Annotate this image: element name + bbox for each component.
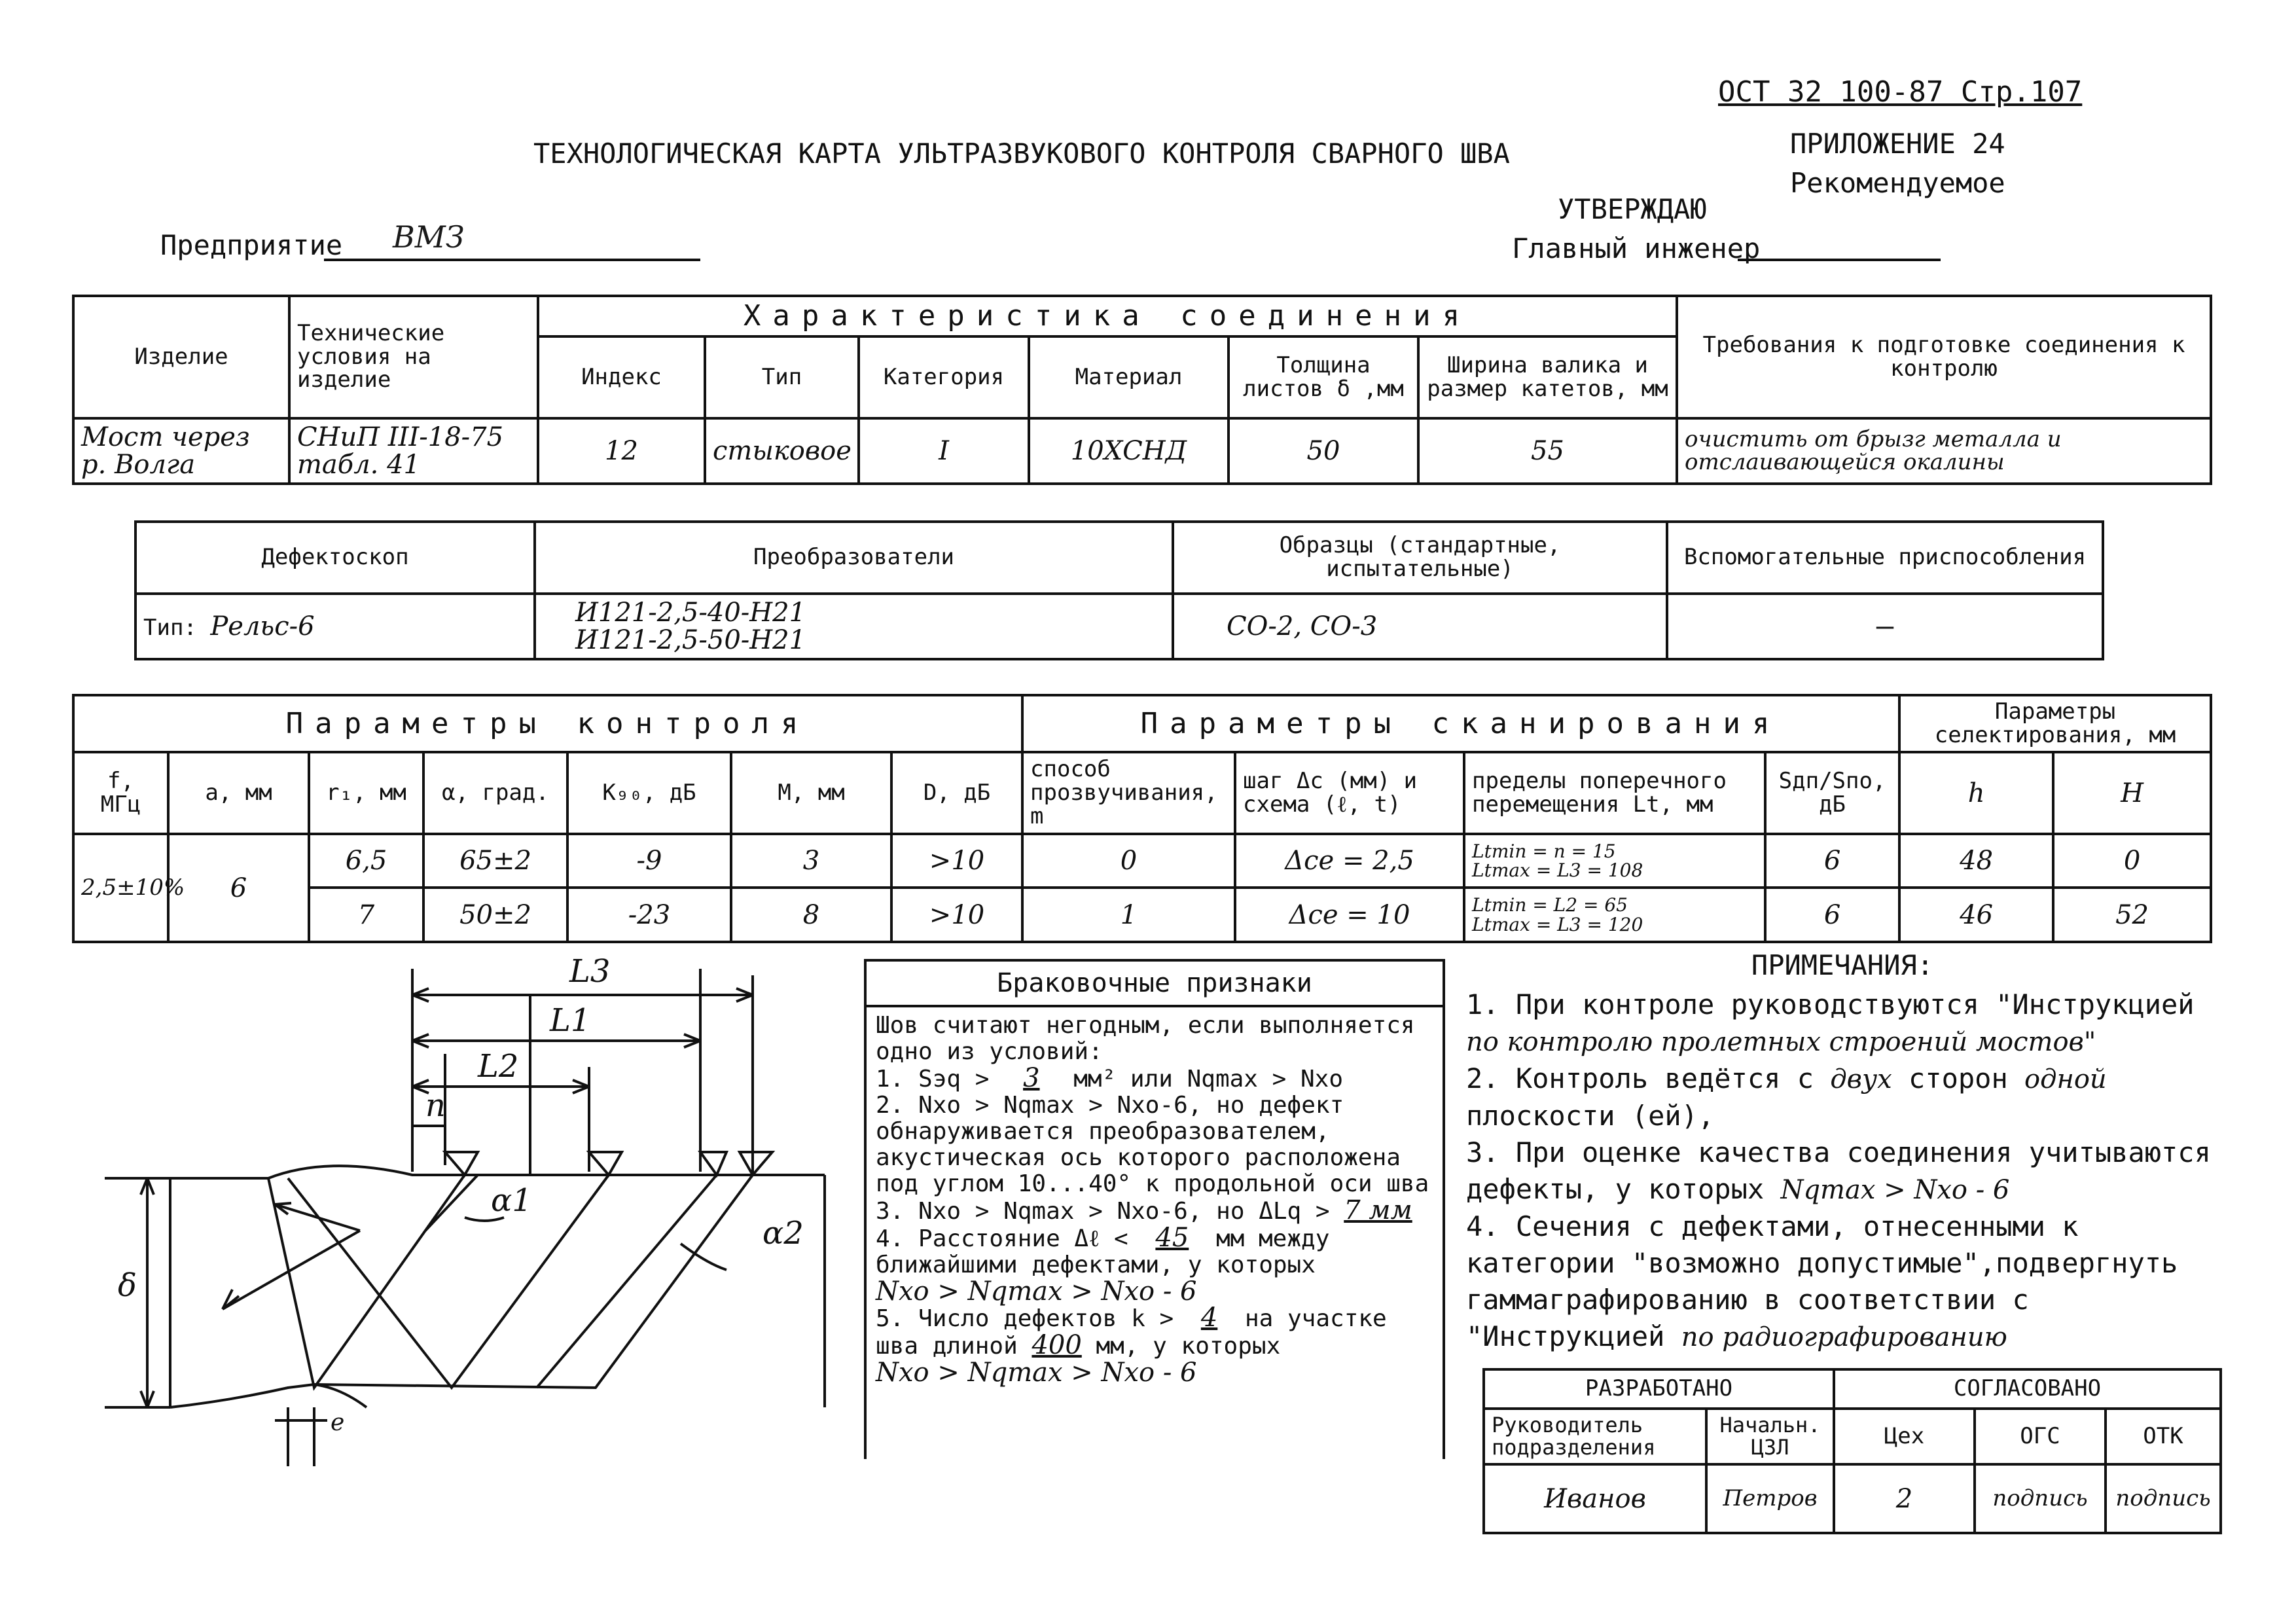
tech-line-2: табл. 41 [297, 450, 420, 480]
col-samples: Образцы (стандартные, испытательные) [1173, 522, 1667, 594]
col-product: Изделие [73, 296, 289, 418]
joint-characteristics-table [72, 295, 2212, 485]
cell-category: I [859, 418, 1029, 484]
cell-chief-signature: Петров [1706, 1464, 1834, 1533]
note-2-text: 2. Контроль ведётся с [1466, 1062, 1814, 1094]
cell-method: 1 [1022, 888, 1235, 942]
cell-ogs-signature: подпись [1975, 1464, 2106, 1533]
reject-content [867, 1007, 1443, 1391]
cell-samples: СО-2, СО-3 [1173, 594, 1667, 659]
arrow-beam [223, 1231, 360, 1309]
col-tech-conditions: Технические условия на изделие [289, 296, 538, 418]
col-requirements: Требования к подготовке соединения к контролю [1677, 296, 2211, 418]
col-ogs: ОГС [1975, 1409, 2106, 1464]
cell-d: >10 [891, 888, 1022, 942]
col-H: H [2053, 752, 2211, 834]
criterion-1-text: 1. Sэq > [876, 1066, 990, 1092]
parameters-table [72, 694, 2212, 943]
col-category: Категория [859, 336, 1029, 418]
standard-ref: ОСТ 32 100-87 Стр.107 [1718, 75, 2083, 109]
limits-max: Ltmax = L3 = 108 [1472, 859, 1643, 882]
cell-method: 0 [1022, 834, 1235, 888]
approve-label: УТВЕРЖДАЮ [1558, 193, 1707, 225]
group-scan-params: Параметры сканирования [1022, 695, 1899, 752]
recommended-label: Рекомендуемое [1790, 167, 2005, 199]
probe-4 [740, 1152, 772, 1175]
label-delta: δ [118, 1267, 137, 1304]
criterion-5-mid: на участке шва длиной [876, 1305, 1387, 1360]
label-L1: L1 [550, 1002, 591, 1039]
col-index: Индекс [538, 336, 705, 418]
col-material: Материал [1029, 336, 1229, 418]
cell-ratio: 6 [1765, 834, 1899, 888]
col-transducers: Преобразователи [535, 522, 1173, 594]
label-e: e [331, 1409, 345, 1436]
col-shop: Цех [1834, 1409, 1975, 1464]
weld-root-line [170, 1384, 367, 1407]
note-3-hand: Nqmax > Nxo - 6 [1780, 1175, 2010, 1205]
criterion-5-length: 400 [1031, 1330, 1082, 1360]
product-line-1: Мост через [81, 422, 250, 453]
signature-table [1482, 1368, 2222, 1534]
reject-intro: Шов считают негодным, если выполняется одно из условий: [876, 1012, 1415, 1065]
group-select-params: Параметры селектирования, мм [1899, 695, 2211, 752]
developed-header: РАЗРАБОТАНО [1484, 1369, 1834, 1409]
criterion-1-value: 3 [1023, 1063, 1040, 1093]
reject-title: Браковочные признаки [867, 962, 1443, 1007]
label-alpha2: α2 [762, 1215, 804, 1252]
detector-type-value: Рельс-6 [210, 611, 315, 641]
cell-head-signature: Иванов [1484, 1464, 1706, 1533]
col-alpha: α, град. [423, 752, 567, 834]
chief-engineer-label: Главный инженер [1512, 232, 1761, 264]
cell-ratio: 6 [1765, 888, 1899, 942]
table-row [73, 888, 2211, 942]
cell-shop: 2 [1834, 1464, 1975, 1533]
col-m: M, мм [731, 752, 891, 834]
col-r: r₁, мм [309, 752, 423, 834]
cell-H: 0 [2053, 834, 2211, 888]
notes-title: ПРИМЕЧАНИЯ: [1751, 949, 1934, 981]
col-k90: K₉₀, дБ [567, 752, 731, 834]
cell-type: стыковое [705, 418, 859, 484]
note-4 [1466, 1208, 2219, 1356]
cell-k90: -9 [567, 834, 731, 888]
note-2 [1466, 1060, 2219, 1134]
col-f: f, МГц [73, 752, 168, 834]
cell-limits [1464, 888, 1765, 942]
note-2-hand-2: одной [2024, 1064, 2107, 1094]
col-head: Руководитель подразделения [1484, 1409, 1706, 1464]
col-joint-characteristics: Характеристика соединения [538, 296, 1677, 336]
note-2-mid: сторон [1909, 1062, 2008, 1094]
notes-block [1466, 949, 2219, 1356]
beam-path-2 [314, 1175, 753, 1388]
cell-a: 6 [168, 834, 309, 942]
col-detector: Дефектоскоп [135, 522, 535, 594]
requirements-line-1: очистить от брызг металла и [1685, 425, 2062, 452]
col-a: a, мм [168, 752, 309, 834]
table-row [73, 834, 2211, 888]
detector-type-label: Тип: [143, 615, 197, 641]
note-2-hand-1: двух [1830, 1064, 1892, 1094]
group-control-params: Параметры контроля [73, 695, 1022, 752]
tech-line-1: СНиП III-18-75 [297, 422, 504, 453]
criterion-2: 2. Nxo > Nqmax > Nxo-6, но дефект обнаруживается преобразователем, акустическая ось которого расположена под углом 10...40° к продольной оси шва [876, 1092, 1429, 1197]
requirements-line-2: отслаивающейся окалины [1685, 449, 2005, 476]
cell-product [73, 418, 289, 484]
note-3 [1466, 1134, 2219, 1208]
criterion-4-formula: Nxo > Nqmax > Nxo - 6 [876, 1276, 1197, 1307]
criterion-4-tail: мм между ближайшими дефектами, у которых [876, 1225, 1330, 1278]
criterion-5-text: 5. Число дефектов k > [876, 1305, 1174, 1332]
probe-3 [700, 1152, 726, 1175]
cell-h: 46 [1899, 888, 2053, 942]
product-line-2: р. Волга [81, 450, 196, 480]
note-3-text: 3. При оценке качества соединения учитываются дефекты, у которых [1466, 1136, 2211, 1205]
cell-r: 7 [309, 888, 423, 942]
col-step: шаг Δc (мм) и схема (ℓ, t) [1235, 752, 1464, 834]
beam-path-1 [268, 1175, 465, 1388]
probe-2 [589, 1152, 622, 1175]
cell-m: 3 [731, 834, 891, 888]
cell-material: 10ХСНД [1029, 418, 1229, 484]
criterion-5-value: 4 [1200, 1303, 1218, 1333]
limits-max: Ltmax = L3 = 120 [1472, 913, 1643, 935]
criterion-5-tail: мм, у которых [1096, 1333, 1281, 1360]
criterion-5 [876, 1305, 1433, 1386]
cell-width: 55 [1418, 418, 1677, 484]
cell-thickness: 50 [1229, 418, 1418, 484]
col-chief: Начальн. ЦЗЛ [1706, 1409, 1834, 1464]
cell-r: 6,5 [309, 834, 423, 888]
cell-d: >10 [891, 834, 1022, 888]
col-d: D, дБ [891, 752, 1022, 834]
note-1 [1466, 986, 2219, 1060]
cell-m: 8 [731, 888, 891, 942]
col-h: h [1899, 752, 2053, 834]
criterion-4-text: 4. Расстояние Δℓ < [876, 1225, 1128, 1252]
note-1-text: 1. При контроле руководствуются "Инструкцией [1466, 988, 2195, 1020]
col-aux: Вспомогательные приспособления [1667, 522, 2103, 594]
col-ratio: Sдп/Sпо, дБ [1765, 752, 1899, 834]
cell-transducers [535, 594, 1173, 659]
equipment-table [134, 520, 2104, 660]
cell-tech [289, 418, 538, 484]
col-type: Тип [705, 336, 859, 418]
criterion-5-formula: Nxo > Nqmax > Nxo - 6 [876, 1358, 1197, 1388]
col-thickness: Толщина листов δ ,мм [1229, 336, 1418, 418]
col-width: Ширина валика и размер катетов, мм [1418, 336, 1677, 418]
criterion-1 [876, 1065, 1433, 1092]
cell-index: 12 [538, 418, 705, 484]
criterion-3 [876, 1197, 1433, 1225]
cell-h: 48 [1899, 834, 2053, 888]
limits-min: Ltmin = n = 15 [1472, 840, 1616, 862]
cell-requirements [1677, 418, 2211, 484]
col-limits: пределы поперечного перемещения Lt, мм [1464, 752, 1765, 834]
criterion-1-tail: мм² или Nqmax > Nxo [1073, 1066, 1344, 1092]
enterprise-label: Предприятие [160, 229, 343, 261]
appendix-label: ПРИЛОЖЕНИЕ 24 [1790, 128, 2005, 160]
weld-scheme-diagram [98, 953, 851, 1479]
probe-1 [445, 1152, 478, 1175]
cell-step: Δce = 2,5 [1235, 834, 1464, 888]
criterion-3-value: 7 мм [1344, 1195, 1412, 1225]
note-2-tail: плоскости (ей), [1466, 1100, 1715, 1132]
transducer-2: И121-2,5-50-Н21 [575, 625, 806, 655]
transducer-1: И121-2,5-40-Н21 [575, 598, 806, 628]
chief-engineer-signature-line [1738, 259, 1941, 261]
cell-k90: -23 [567, 888, 731, 942]
cell-alpha: 50±2 [423, 888, 567, 942]
note-4-hand: по радиографированию [1681, 1322, 2007, 1352]
cell-otk-signature: подпись [2106, 1464, 2221, 1533]
cell-step: Δce = 10 [1235, 888, 1464, 942]
cell-H: 52 [2053, 888, 2211, 942]
label-alpha1: α1 [491, 1182, 532, 1219]
agreed-header: СОГЛАСОВАНО [1834, 1369, 2221, 1409]
limits-min: Ltmin = L2 = 65 [1472, 894, 1628, 916]
col-otk: ОТК [2106, 1409, 2221, 1464]
cell-aux: — [1667, 594, 2103, 659]
cell-detector [135, 594, 535, 659]
criterion-4 [876, 1225, 1433, 1305]
note-4-text: 4. Сечения с дефектами, отнесенными к категории "возможно допустимые",подвергнуть гаммаграфированию в соответствии с "Инструкцией [1466, 1210, 2178, 1352]
enterprise-value: ВМЗ [393, 219, 465, 255]
cell-f: 2,5±10% [73, 834, 168, 942]
label-n: n [425, 1087, 446, 1124]
criterion-3-text: 3. Nxo > Nqmax > Nxo-6, но ΔLq > [876, 1198, 1330, 1225]
document-title: ТЕХНОЛОГИЧЕСКАЯ КАРТА УЛЬТРАЗВУКОВОГО КОНТРОЛЯ СВАРНОГО ШВА [533, 137, 1510, 170]
cell-limits [1464, 834, 1765, 888]
col-method: способ прозвучивания, m [1022, 752, 1235, 834]
label-L2: L2 [478, 1048, 519, 1085]
enterprise-line [324, 259, 700, 261]
cell-alpha: 65±2 [423, 834, 567, 888]
criterion-4-value: 45 [1155, 1223, 1189, 1253]
label-L3: L3 [569, 953, 611, 990]
note-1-hand: по контролю пролетных строений мостов" [1466, 1027, 2096, 1057]
reject-box [864, 959, 1445, 1459]
angle-arc-2 [681, 1244, 726, 1270]
